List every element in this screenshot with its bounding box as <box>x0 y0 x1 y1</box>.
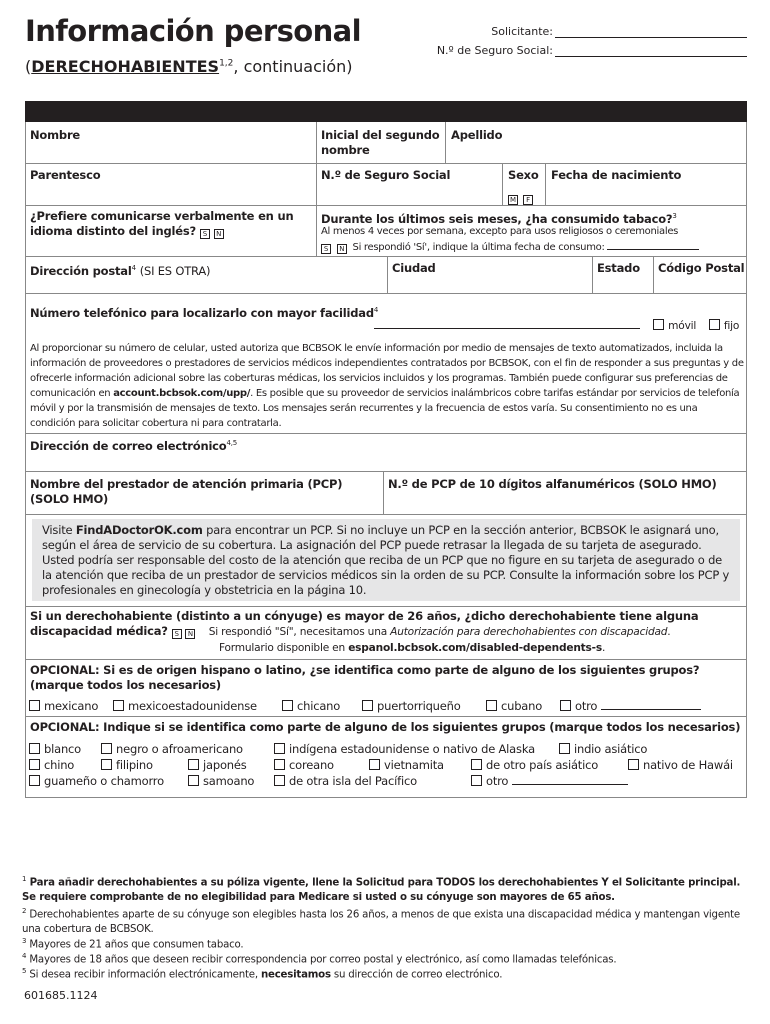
dependent-form <box>25 122 747 798</box>
race-option-hawaiano[interactable]: nativo de Hawái <box>628 758 733 773</box>
pcp-info-box: Visite FindADoctorOK.com para encontrar un PCP. Si no incluye un PCP en la sección anterior, BCBSOK le asignará uno, según el área de servicio de su cobertura. La asignación del PCP puede retrasar la llegada de su tarjeta de asegurado. Usted podría ser responsable del costo de la atención que reciba de un PCP que no figure en su tarjeta de asegurado o de la atención que reciba de un prestador de servicios médicos sin la orden de su PCP. Consulte la información sobre los PCP y profesionales en ginecología y obstetricia en la página 10. <box>32 519 740 601</box>
hispanic-option-chicano[interactable]: chicano <box>282 699 340 714</box>
race-option-indio-asiatico[interactable]: indio asiático <box>559 742 647 757</box>
phone-input[interactable] <box>374 319 640 329</box>
pcp-name-field-label[interactable]: Nombre del prestador de atención primaria (PCP) (SOLO HMO) <box>30 477 343 506</box>
hispanic-question: OPCIONAL: Si es de origen hispano o latino, ¿se identifica como parte de alguno de los siguientes grupos? (marque todos los necesarios) <box>30 663 700 692</box>
race-option-vietnamita[interactable]: vietnamita <box>369 758 444 773</box>
sex-m-checkbox[interactable]: M <box>509 196 517 204</box>
disability-question: Si un derechohabiente (distinto a un cónyuge) es mayor de 26 años, ¿dicho derechohabiente tiene alguna discapacidad médica? S N Si respondió "Sí", necesitamos una Autorización para derechohabientes con discapacidad. <box>30 609 699 638</box>
applicant-label: Solicitante: <box>491 25 553 38</box>
tobacco-date-input[interactable] <box>607 240 699 250</box>
phone-landline-checkbox[interactable] <box>709 319 720 330</box>
race-option-filipino[interactable]: filipino <box>101 758 153 773</box>
race-option-indigena[interactable]: indígena estadounidense o nativo de Alaska <box>274 742 535 757</box>
name-field-label[interactable]: Nombre <box>30 128 81 142</box>
footnote-2: $^2$ Derechohabientes aparte de su cónyuge son elegibles hasta los 26 años, a menos de que exista una discapacidad médica y mantengan vigente una cobertura de BCBSOK. <box>22 907 740 936</box>
phone-field-label[interactable]: Número telefónico para localizarlo con mayor facilidad$^4$ <box>30 305 379 320</box>
tobacco-question: Durante los últimos seis meses, ¿ha consumido tabaco?$^3$ <box>321 211 677 226</box>
race-option-guameno[interactable]: guameño o chamorro <box>29 774 164 789</box>
race-option-otro[interactable]: otro <box>471 774 628 789</box>
race-option-japones[interactable]: japonés <box>188 758 247 773</box>
race-option-samoano[interactable]: samoano <box>188 774 254 789</box>
footnote-3: $^3$ Mayores de 21 años que consumen tabaco. <box>22 937 244 951</box>
dob-field-label[interactable]: Fecha de nacimiento <box>551 168 682 182</box>
state-field-label[interactable]: Estado <box>597 261 640 275</box>
tobacco-yes-checkbox[interactable]: S <box>321 244 331 254</box>
sex-options <box>508 186 533 205</box>
header-ssn-field[interactable] <box>437 44 747 57</box>
email-field-label[interactable]: Dirección de correo electrónico$^{4,5}$ <box>30 438 238 453</box>
hispanic-option-otro[interactable]: otro <box>560 699 701 714</box>
race-question: OPCIONAL: Indique si se identifica como parte de alguno de los siguientes grupos (marque todos los necesarios) <box>30 720 741 734</box>
language-no-checkbox[interactable]: N <box>214 229 224 239</box>
disabled-dependents-link[interactable]: espanol.bcbsok.com/disabled-dependents-s <box>348 642 602 654</box>
last-name-field-label[interactable]: Apellido <box>451 128 503 142</box>
form-number: 601685.1124 <box>24 989 98 1002</box>
applicant-field[interactable] <box>491 25 747 38</box>
pcp-number-field-label[interactable]: N.º de PCP de 10 dígitos alfanuméricos (SOLO HMO) <box>388 477 717 491</box>
header-ssn-label: N.º de Seguro Social: <box>436 44 553 57</box>
middle-initial-field-label[interactable]: Inicial del segundo nombre <box>321 128 440 157</box>
race-option-negro[interactable]: negro o afroamericano <box>101 742 243 757</box>
race-option-chino[interactable]: chino <box>29 758 74 773</box>
find-a-doctor-link[interactable]: FindADoctorOK.com <box>75 523 203 537</box>
race-option-otro-asiatico[interactable]: de otro país asiático <box>471 758 598 773</box>
dependent-ssn-field-label[interactable]: N.º de Seguro Social <box>321 168 451 182</box>
city-field-label[interactable]: Ciudad <box>392 261 436 275</box>
race-option-blanco[interactable]: blanco <box>29 742 81 757</box>
language-yes-checkbox[interactable]: S <box>200 229 210 239</box>
footnote-4: $^4$ Mayores de 18 años que deseen recibir correspondencia por correo postal y electrónico, así como llamadas telefónicas. <box>22 952 617 966</box>
zip-field-label[interactable]: Código Postal <box>658 261 745 275</box>
sex-f-checkbox[interactable]: F <box>523 195 533 205</box>
footnote-1: $^1$ Para añadir derechohabientes a su póliza vigente, llene la Solicitud para TODOS los derechohabientes Y el Solicitante principal. Se requiere comprobante de no elegibilidad para Medicare si usted o su cónyuge son mayores de 65 años. <box>22 875 741 904</box>
footnote-5: $^5$ Si desea recibir información electrónicamente, necesitamos su dirección de correo electrónico. <box>22 967 503 981</box>
disability-yes-checkbox[interactable]: S <box>172 629 182 639</box>
hispanic-option-puertorriqueno[interactable]: puertorriqueño <box>362 699 461 714</box>
race-option-coreano[interactable]: coreano <box>274 758 334 773</box>
hispanic-option-mexicoestadounidense[interactable]: mexicoestadounidense <box>113 699 257 714</box>
tobacco-note: Al menos 4 veces por semana, excepto para usos religiosos o ceremoniales <box>321 226 679 237</box>
page-subtitle: (DERECHOHABIENTES$^{1,2}$, continuación) <box>25 57 353 76</box>
sex-label: Sexo <box>508 168 539 182</box>
hispanic-option-mexicano[interactable]: mexicano <box>29 699 98 714</box>
tobacco-no-checkbox[interactable]: N <box>337 244 347 254</box>
race-option-pacifico[interactable]: de otra isla del Pacífico <box>274 774 417 789</box>
tobacco-followup: S N Si respondió 'Sí', indique la última fecha de consumo: <box>321 240 699 255</box>
section-bar <box>25 101 747 122</box>
language-question: ¿Prefiere comunicarse verbalmente en un idioma distinto del inglés? S N <box>30 209 294 238</box>
phone-mobile-checkbox[interactable] <box>653 319 664 330</box>
disability-no-checkbox[interactable]: N <box>185 629 195 639</box>
hispanic-option-cubano[interactable]: cubano <box>486 699 542 714</box>
page-title: Información personal <box>25 14 361 48</box>
phone-type: móvil fijo <box>374 319 739 334</box>
address-field-label[interactable]: Dirección postal$^4$ (SI ES OTRA) <box>30 263 211 278</box>
phone-disclaimer: Al proporcionar su número de celular, usted autoriza que BCBSOK le envíe información por medio de mensajes de texto automatizados, incluida la información de proveedores o prestadores de servicios médicos independientes contratados por BCBSOK, con el fin de responder a sus preguntas y de ofrecerle información adicional sobre las coberturas médicas, los servicios incluidos y los programas. También puede configurar sus preferencias de comunicación en account.bcbsok.com/upp/. Es posible que su proveedor de servicios inalámbricos cobre tarifas estándar por servicios de telefonía móvil y por la transmisión de mensajes de texto. Los mensajes serán recurrentes y la frecuencia de estos varía. Su consentimiento no es una condición para solicitar cobertura ni para contratarla. <box>30 343 744 429</box>
disability-form-note: Formulario disponible en espanol.bcbsok.com/disabled-dependents-s. <box>219 642 606 654</box>
relationship-field-label[interactable]: Parentesco <box>30 168 101 182</box>
